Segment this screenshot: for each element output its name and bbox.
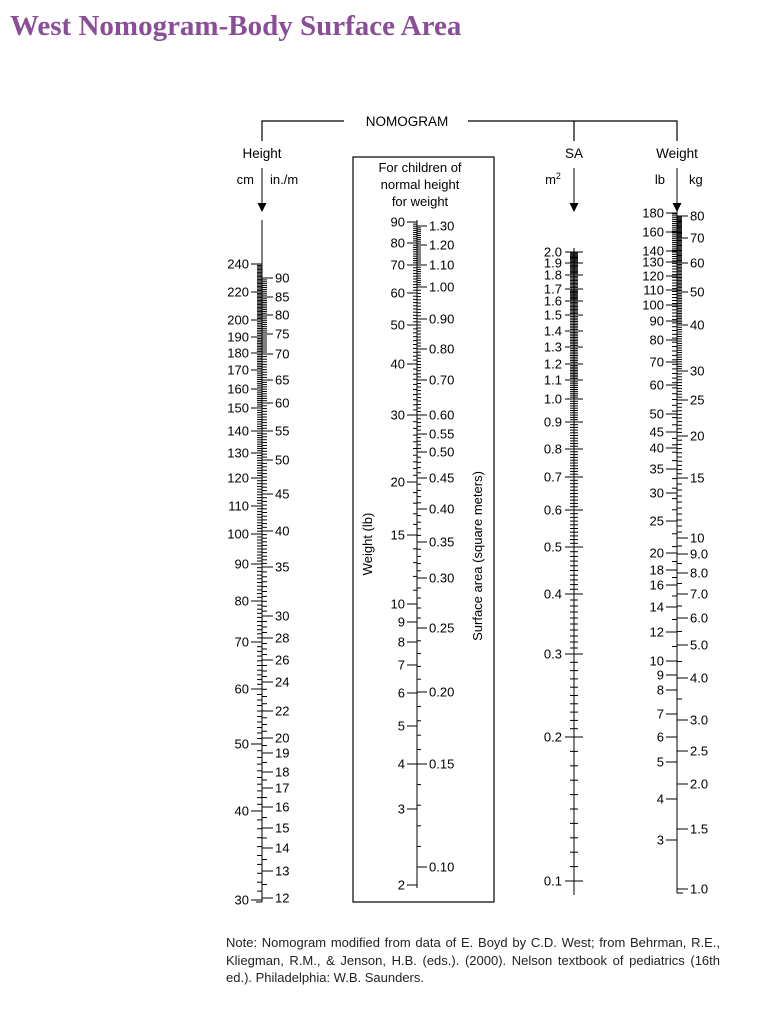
box-weight-tick-label: 6 xyxy=(397,685,405,701)
weight-kg-tick-label: 25 xyxy=(690,392,705,408)
weight-lb-tick-label: 4 xyxy=(656,791,664,807)
height-in-tick-label: 20 xyxy=(275,730,290,746)
height-cm-tick-label: 90 xyxy=(234,556,249,572)
height-in-tick-label: 24 xyxy=(275,674,290,690)
height-cm-tick-label: 140 xyxy=(227,423,249,439)
box-weight-tick-label: 10 xyxy=(390,596,405,612)
height-in-tick-label: 30 xyxy=(275,608,290,624)
box-weight-tick-label: 15 xyxy=(390,527,405,543)
box-sa-tick-label: 0.70 xyxy=(429,372,455,388)
box-weight-tick-label: 80 xyxy=(390,235,405,251)
weight-lb-tick-label: 40 xyxy=(649,440,664,456)
height-in-tick-label: 60 xyxy=(275,395,290,411)
weight-arrow-icon xyxy=(673,188,682,212)
height-in-tick-label: 50 xyxy=(275,452,290,468)
sa-scale xyxy=(544,245,583,896)
sa-tick-label: 1.6 xyxy=(543,293,562,309)
box-sa-tick-label: 0.25 xyxy=(429,620,455,636)
box-weight-tick-label: 8 xyxy=(397,634,405,650)
weight-lb-tick-label: 16 xyxy=(649,577,664,593)
weight-lb-tick-label: 18 xyxy=(649,562,664,578)
weight-kg-tick-label: 7.0 xyxy=(690,586,709,602)
weight-kg-tick-label: 2.5 xyxy=(690,743,709,759)
box-heading-line-3: for weight xyxy=(391,194,449,209)
weight-lb-tick-label: 70 xyxy=(649,354,664,370)
height-cm-tick-label: 130 xyxy=(227,445,249,461)
weight-lb-tick-label: 3 xyxy=(656,832,664,848)
weight-label: Weight xyxy=(656,146,698,161)
sa-tick-label: 1.9 xyxy=(543,255,562,271)
page-title: West Nomogram-Body Surface Area xyxy=(10,10,462,42)
box-sa-tick-label: 0.30 xyxy=(429,570,455,586)
box-sa-tick-label: 0.80 xyxy=(429,341,455,357)
height-label: Height xyxy=(242,146,282,161)
box-weight-tick-label: 3 xyxy=(397,801,405,817)
sa-tick-label: 1.8 xyxy=(543,267,562,283)
height-scale xyxy=(227,220,289,908)
height-in-tick-label: 22 xyxy=(275,703,290,719)
weight-lb-tick-label: 6 xyxy=(656,729,664,745)
box-weight-tick-label: 50 xyxy=(390,317,405,333)
box-sa-tick-label: 0.60 xyxy=(429,407,455,423)
height-cm-tick-label: 160 xyxy=(227,381,249,397)
height-cm-tick-label: 30 xyxy=(234,892,249,908)
height-in-label: in./m xyxy=(270,172,299,187)
weight-kg-tick-label: 2.0 xyxy=(690,776,709,792)
box-sa-tick-label: 0.55 xyxy=(429,426,455,442)
sa-tick-label: 0.3 xyxy=(543,646,562,662)
weight-kg-tick-label: 40 xyxy=(690,317,705,333)
sa-tick-label: 0.6 xyxy=(543,502,562,518)
weight-kg-tick-label: 20 xyxy=(690,428,705,444)
weight-lb-tick-label: 60 xyxy=(649,377,664,393)
weight-kg-tick-label: 30 xyxy=(690,363,705,379)
weight-kg-tick-label: 8.0 xyxy=(690,565,709,581)
height-cm-tick-label: 120 xyxy=(227,470,249,486)
height-in-tick-label: 70 xyxy=(275,346,290,362)
sa-label: SA xyxy=(564,146,584,161)
weight-lb-tick-label: 14 xyxy=(649,599,664,615)
weight-kg-tick-label: 10 xyxy=(690,530,705,546)
box-weight-tick-label: 40 xyxy=(390,356,405,372)
height-in-tick-label: 80 xyxy=(275,307,290,323)
box-sa-tick-label: 0.45 xyxy=(429,470,455,486)
box-sa-tick-label: 1.00 xyxy=(429,279,455,295)
box-sa-tick-label: 0.10 xyxy=(429,859,455,875)
box-sa-axis-label: Surface area (square meters) xyxy=(470,471,485,641)
box-weight-tick-label: 4 xyxy=(397,756,405,772)
sa-tick-label: 0.7 xyxy=(543,469,562,485)
weight-lb-tick-label: 12 xyxy=(649,624,664,640)
box-weight-tick-label: 30 xyxy=(390,407,405,423)
box-sa-tick-label: 0.20 xyxy=(429,684,455,700)
weight-lb-tick-label: 90 xyxy=(649,313,664,329)
sa-tick-label: 1.4 xyxy=(543,323,562,339)
box-weight-tick-label: 70 xyxy=(390,257,405,273)
weight-lb-tick-label: 20 xyxy=(649,545,664,561)
box-weight-tick-label: 2 xyxy=(397,877,405,893)
sa-tick-label: 1.3 xyxy=(543,339,562,355)
weight-kg-tick-label: 6.0 xyxy=(690,610,709,626)
weight-kg-tick-label: 5.0 xyxy=(690,637,709,653)
sa-tick-label: 1.1 xyxy=(543,372,562,388)
box-heading-line-2: normal height xyxy=(380,177,460,192)
box-weight-tick-label: 7 xyxy=(397,657,405,673)
box-sa-tick-label: 0.50 xyxy=(429,444,455,460)
height-in-tick-label: 18 xyxy=(275,764,290,780)
box-sa-tick-label: 0.90 xyxy=(429,311,455,327)
weight-kg-tick-label: 1.5 xyxy=(690,821,709,837)
height-cm-tick-label: 100 xyxy=(227,526,249,542)
sa-tick-label: 1.5 xyxy=(543,307,562,323)
weight-lb-label: lb xyxy=(654,172,665,187)
weight-kg-tick-label: 3.0 xyxy=(690,712,709,728)
height-cm-tick-label: 60 xyxy=(234,681,249,697)
weight-lb-tick-label: 130 xyxy=(642,254,664,270)
sa-tick-label: 1.0 xyxy=(543,391,562,407)
weight-lb-tick-label: 50 xyxy=(649,406,664,422)
height-cm-tick-label: 190 xyxy=(227,329,249,345)
sa-tick-label: 0.4 xyxy=(543,586,562,602)
height-in-tick-label: 40 xyxy=(275,523,290,539)
weight-lb-tick-label: 9 xyxy=(656,667,664,683)
height-in-tick-label: 15 xyxy=(275,820,290,836)
height-arrow-icon xyxy=(258,188,267,212)
box-weight-tick-label: 20 xyxy=(390,474,405,490)
weight-lb-tick-label: 7 xyxy=(656,706,664,722)
weight-lb-tick-label: 160 xyxy=(642,224,664,240)
sa-tick-label: 1.7 xyxy=(543,281,562,297)
height-in-tick-label: 16 xyxy=(275,799,290,815)
weight-kg-tick-label: 1.0 xyxy=(690,881,709,897)
height-in-tick-label: 45 xyxy=(275,486,290,502)
sa-unit-label: $m^2$ xyxy=(545,171,561,187)
height-in-tick-label: 65 xyxy=(275,372,290,388)
weight-lb-tick-label: 110 xyxy=(643,282,664,298)
height-cm-label: cm xyxy=(236,172,254,187)
weight-lb-tick-label: 25 xyxy=(649,513,664,529)
height-cm-tick-label: 70 xyxy=(234,634,249,650)
box-heading-line-1: For children of xyxy=(378,160,462,175)
height-cm-tick-label: 80 xyxy=(234,593,249,609)
box-sa-tick-label: 0.15 xyxy=(429,756,455,772)
weight-kg-tick-label: 4.0 xyxy=(690,670,709,686)
weight-kg-tick-label: 15 xyxy=(690,470,705,486)
weight-lb-tick-label: 80 xyxy=(649,332,664,348)
weight-kg-label: kg xyxy=(689,172,703,187)
box-weight-tick-label: 60 xyxy=(390,285,405,301)
sa-tick-label: 0.9 xyxy=(543,414,562,430)
height-in-tick-label: 35 xyxy=(275,559,290,575)
height-in-tick-label: 75 xyxy=(275,326,290,342)
weight-lb-tick-label: 180 xyxy=(642,205,664,221)
height-in-tick-label: 28 xyxy=(275,630,290,646)
weight-lb-tick-label: 30 xyxy=(649,485,664,501)
weight-lb-tick-label: 35 xyxy=(649,461,664,477)
sa-arrow-icon xyxy=(570,168,579,212)
height-in-tick-label: 13 xyxy=(275,863,290,879)
weight-lb-tick-label: 100 xyxy=(642,297,664,313)
height-cm-tick-label: 170 xyxy=(227,362,249,378)
height-cm-tick-label: 180 xyxy=(227,345,249,361)
weight-kg-tick-label: 70 xyxy=(690,230,705,246)
height-cm-tick-label: 110 xyxy=(228,498,249,514)
weight-kg-tick-label: 60 xyxy=(690,255,705,271)
sa-tick-label: 0.1 xyxy=(543,873,562,889)
weight-lb-tick-label: 10 xyxy=(649,653,664,669)
box-sa-tick-label: 1.10 xyxy=(429,257,455,273)
box-weight-tick-label: 9 xyxy=(397,614,405,630)
weight-lb-tick-label: 5 xyxy=(656,754,664,770)
sa-tick-label: 0.5 xyxy=(543,539,562,555)
box-weight-axis-label: Weight (lb) xyxy=(360,512,375,576)
source-note: Note: Nomogram modified from data of E. Boyd by C.D. West; from Behrman, R.E., Kliegman, R.M., & Jenson, H.B. (eds.). (2000). Nelson textbook of pediatrics (16th ed.). Philadelphia: W.B. Saunders. xyxy=(226,935,720,985)
height-in-tick-label: 17 xyxy=(275,780,290,796)
height-in-tick-label: 12 xyxy=(275,890,290,906)
sa-tick-label: 1.2 xyxy=(543,356,562,372)
box-weight-tick-label: 90 xyxy=(390,214,405,230)
height-cm-tick-label: 150 xyxy=(227,400,249,416)
height-cm-tick-label: 240 xyxy=(227,256,249,272)
height-cm-tick-label: 40 xyxy=(234,803,249,819)
height-in-tick-label: 85 xyxy=(275,289,290,305)
height-cm-tick-label: 200 xyxy=(227,312,249,328)
weight-lb-tick-label: 8 xyxy=(656,682,664,698)
box-sa-tick-label: 0.40 xyxy=(429,501,455,517)
weight-kg-tick-label: 50 xyxy=(690,284,705,300)
box-sa-tick-label: 0.35 xyxy=(429,534,455,550)
weight-lb-tick-label: 120 xyxy=(642,268,664,284)
sa-tick-label: 2.0 xyxy=(543,244,562,260)
weight-kg-tick-label: 80 xyxy=(690,208,705,224)
height-in-tick-label: 55 xyxy=(275,423,290,439)
weight-kg-tick-label: 9.0 xyxy=(690,546,709,562)
sa-tick-label: 0.8 xyxy=(543,441,562,457)
nomogram-label: NOMOGRAM xyxy=(365,114,449,129)
box-sa-tick-label: 1.30 xyxy=(429,218,455,234)
height-in-tick-label: 14 xyxy=(275,840,290,856)
weight-scale xyxy=(642,206,708,897)
height-in-tick-label: 90 xyxy=(275,270,290,286)
box-weight-tick-label: 5 xyxy=(397,718,405,734)
height-in-tick-label: 19 xyxy=(275,745,290,761)
box-sa-tick-label: 1.20 xyxy=(429,237,455,253)
height-in-tick-label: 26 xyxy=(275,652,290,668)
height-cm-tick-label: 220 xyxy=(227,284,249,300)
box-scale xyxy=(391,215,455,893)
weight-lb-tick-label: 45 xyxy=(649,424,664,440)
header-connectors xyxy=(262,121,677,141)
height-cm-tick-label: 50 xyxy=(234,736,249,752)
weight-lb-tick-label: 140 xyxy=(642,243,664,259)
sa-tick-label: 0.2 xyxy=(543,729,562,745)
